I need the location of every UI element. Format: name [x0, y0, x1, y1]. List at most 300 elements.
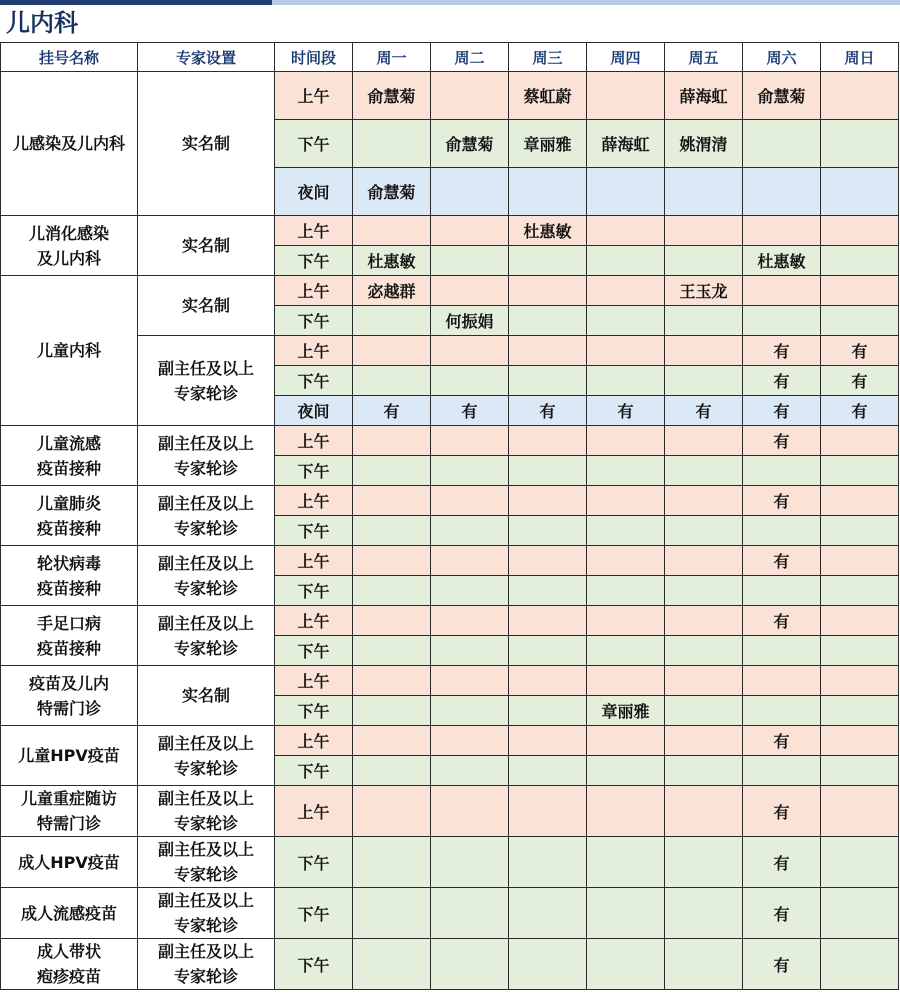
time-slot-cell: 上午: [275, 276, 353, 306]
table-row: [1, 72, 899, 120]
schedule-cell: [821, 516, 899, 546]
schedule-cell: [353, 756, 431, 786]
time-slot-cell: 下午: [275, 366, 353, 396]
schedule-cell: [509, 606, 587, 636]
schedule-cell: [821, 216, 899, 246]
schedule-cell: [821, 756, 899, 786]
expert-setting-line: 专家轮诊: [173, 814, 238, 833]
schedule-cell: [509, 426, 587, 456]
table-row: [1, 939, 899, 990]
schedule-cell: [743, 456, 821, 486]
schedule-cell: [353, 516, 431, 546]
table-row: [1, 786, 899, 837]
department-name-line: 儿童流感: [36, 433, 101, 453]
schedule-cell: [587, 516, 665, 546]
schedule-cell: 有: [587, 396, 665, 426]
schedule-cell: 薛海虹: [665, 72, 743, 120]
schedule-cell: 有: [743, 486, 821, 516]
department-name-line: 特需门诊: [36, 698, 101, 718]
schedule-cell: [665, 168, 743, 216]
schedule-cell: [509, 276, 587, 306]
schedule-cell: [743, 168, 821, 216]
schedule-cell: [431, 516, 509, 546]
time-slot-cell: 下午: [275, 120, 353, 168]
schedule-cell: [587, 426, 665, 456]
title-accent-bar-dark: [0, 0, 272, 5]
schedule-cell: 王玉龙: [665, 276, 743, 306]
department-name-line: 手足口病: [36, 613, 101, 633]
schedule-cell: [821, 606, 899, 636]
department-name: [1, 837, 138, 888]
schedule-cell: [587, 636, 665, 666]
schedule-cell: 蔡虹蔚: [509, 72, 587, 120]
time-slot-cell: 上午: [275, 726, 353, 756]
department-name: [1, 786, 138, 837]
table-header-row: [1, 43, 899, 72]
schedule-cell: [431, 546, 509, 576]
department-name-line: 儿童肺炎: [36, 493, 101, 513]
schedule-cell: [431, 696, 509, 726]
schedule-cell: 俞慧菊: [743, 72, 821, 120]
expert-setting-line: 副主任及以上: [157, 358, 254, 378]
department-name-line: 成人HPV疫苗: [18, 852, 120, 872]
expert-setting-line: 专家轮诊: [173, 578, 238, 598]
table-row: [1, 888, 899, 939]
time-slot-cell: 下午: [275, 696, 353, 726]
schedule-cell: [431, 666, 509, 696]
schedule-cell: [665, 456, 743, 486]
department-name: [1, 426, 138, 486]
schedule-cell: [587, 837, 665, 888]
table-row: [1, 606, 899, 636]
schedule-cell: [509, 546, 587, 576]
schedule-cell: [431, 366, 509, 396]
department-name-line: 特需门诊: [36, 814, 101, 833]
expert-setting-line: 副主任及以上: [157, 433, 254, 453]
expert-setting-line: 副主任及以上: [157, 942, 254, 961]
department-name-line: 疫苗接种: [36, 518, 101, 538]
schedule-cell: [509, 786, 587, 837]
schedule-cell: 有: [509, 396, 587, 426]
time-slot-cell: 下午: [275, 306, 353, 336]
schedule-cell: [353, 837, 431, 888]
schedule-cell: [665, 486, 743, 516]
schedule-cell: [587, 246, 665, 276]
schedule-cell: [353, 120, 431, 168]
expert-setting-line: 副主任及以上: [157, 891, 254, 910]
schedule-cell: [509, 756, 587, 786]
schedule-cell: [587, 939, 665, 990]
schedule-cell: [821, 837, 899, 888]
time-slot-cell: 上午: [275, 426, 353, 456]
schedule-cell: [431, 939, 509, 990]
schedule-cell: 有: [431, 396, 509, 426]
schedule-cell: [821, 636, 899, 666]
time-slot-cell: 上午: [275, 216, 353, 246]
time-slot-cell: 下午: [275, 888, 353, 939]
expert-setting-line: 专家轮诊: [173, 383, 238, 403]
schedule-cell: [353, 576, 431, 606]
schedule-cell: [665, 888, 743, 939]
time-slot-cell: 上午: [275, 606, 353, 636]
schedule-cell: [509, 486, 587, 516]
department-name: [1, 216, 138, 276]
header-saturday: 周六: [743, 43, 821, 72]
schedule-cell: [821, 666, 899, 696]
department-name-line: 成人带状: [36, 942, 101, 961]
schedule-cell: [665, 336, 743, 366]
schedule-cell: [431, 726, 509, 756]
schedule-cell: [353, 726, 431, 756]
expert-setting-line: 副主任及以上: [157, 789, 254, 808]
expert-setting: [138, 336, 275, 426]
schedule-cell: [431, 636, 509, 666]
department-name-line: 疱疹疫苗: [36, 967, 101, 986]
schedule-cell: [665, 939, 743, 990]
schedule-cell: [353, 306, 431, 336]
schedule-cell: [743, 516, 821, 546]
header-wednesday: 周三: [509, 43, 587, 72]
schedule-cell: [587, 786, 665, 837]
schedule-cell: [587, 606, 665, 636]
schedule-cell: [353, 666, 431, 696]
expert-setting: [138, 666, 275, 726]
schedule-cell: [665, 576, 743, 606]
expert-setting-line: 副主任及以上: [157, 613, 254, 633]
expert-setting: [138, 837, 275, 888]
schedule-cell: 俞慧菊: [431, 120, 509, 168]
schedule-cell: [743, 306, 821, 336]
schedule-cell: [665, 216, 743, 246]
schedule-cell: 有: [743, 786, 821, 837]
schedule-cell: [353, 546, 431, 576]
schedule-cell: [431, 276, 509, 306]
schedule-cell: [509, 246, 587, 276]
department-name: [1, 486, 138, 546]
schedule-cell: 有: [743, 336, 821, 366]
schedule-cell: 姚渭清: [665, 120, 743, 168]
time-slot-cell: 下午: [275, 456, 353, 486]
table-row: [1, 546, 899, 576]
expert-setting-line: 副主任及以上: [157, 493, 254, 513]
schedule-cell: [431, 606, 509, 636]
schedule-cell: [509, 888, 587, 939]
department-name-line: 儿童内科: [36, 341, 101, 360]
schedule-cell: [509, 636, 587, 666]
schedule-cell: [665, 516, 743, 546]
schedule-cell: 有: [821, 396, 899, 426]
schedule-cell: 杜惠敏: [509, 216, 587, 246]
schedule-cell: [587, 168, 665, 216]
schedule-cell: [587, 336, 665, 366]
time-slot-cell: 上午: [275, 486, 353, 516]
department-name: [1, 666, 138, 726]
expert-setting: [138, 486, 275, 546]
schedule-cell: [743, 576, 821, 606]
expert-setting-line: 实名制: [181, 134, 230, 153]
expert-setting: [138, 546, 275, 606]
schedule-cell: [821, 120, 899, 168]
schedule-cell: 有: [743, 426, 821, 456]
schedule-cell: 有: [743, 837, 821, 888]
schedule-cell: 有: [743, 939, 821, 990]
schedule-cell: [353, 606, 431, 636]
department-name-line: 成人流感疫苗: [20, 903, 117, 923]
schedule-cell: 有: [743, 606, 821, 636]
table-row: [1, 426, 899, 456]
schedule-cell: [353, 366, 431, 396]
expert-setting: [138, 216, 275, 276]
schedule-cell: 俞慧菊: [353, 168, 431, 216]
schedule-cell: [509, 366, 587, 396]
schedule-cell: [821, 426, 899, 456]
schedule-cell: [353, 786, 431, 837]
expert-setting: [138, 726, 275, 786]
schedule-cell: [665, 246, 743, 276]
schedule-cell: [431, 456, 509, 486]
schedule-cell: [431, 576, 509, 606]
expert-setting-line: 副主任及以上: [157, 840, 254, 859]
schedule-cell: [821, 576, 899, 606]
schedule-cell: [431, 786, 509, 837]
header-expert-setting: 专家设置: [138, 43, 275, 72]
schedule-cell: [821, 246, 899, 276]
schedule-cell: [665, 726, 743, 756]
schedule-cell: [353, 456, 431, 486]
schedule-cell: [587, 666, 665, 696]
department-name-line: 疫苗及儿内: [28, 673, 109, 693]
schedule-cell: 有: [821, 366, 899, 396]
schedule-cell: [431, 426, 509, 456]
schedule-cell: 有: [743, 888, 821, 939]
table-row: [1, 666, 899, 696]
schedule-cell: [665, 696, 743, 726]
time-slot-cell: 夜间: [275, 396, 353, 426]
schedule-cell: [743, 276, 821, 306]
schedule-cell: 薛海虹: [587, 120, 665, 168]
expert-setting: [138, 426, 275, 486]
schedule-cell: [665, 366, 743, 396]
schedule-cell: [353, 888, 431, 939]
table-row: [1, 837, 899, 888]
schedule-cell: [353, 426, 431, 456]
schedule-cell: 杜惠敏: [743, 246, 821, 276]
schedule-cell: [821, 276, 899, 306]
schedule-cell: [821, 306, 899, 336]
expert-setting-line: 专家轮诊: [173, 758, 238, 778]
schedule-cell: [509, 939, 587, 990]
page-title: 儿内科: [6, 9, 78, 37]
expert-setting-line: 副主任及以上: [157, 553, 254, 573]
header-monday: 周一: [353, 43, 431, 72]
department-name: [1, 939, 138, 990]
schedule-cell: [743, 120, 821, 168]
department-name: [1, 72, 138, 216]
header-registration-name: 挂号名称: [1, 43, 138, 72]
schedule-cell: [353, 939, 431, 990]
schedule-cell: [821, 168, 899, 216]
schedule-cell: 章丽雅: [587, 696, 665, 726]
schedule-cell: 杜惠敏: [353, 246, 431, 276]
department-name-line: 疫苗接种: [36, 638, 101, 658]
table-row: [1, 216, 899, 246]
schedule-cell: [431, 486, 509, 516]
time-slot-cell: 下午: [275, 939, 353, 990]
title-accent-bar: [0, 0, 900, 5]
expert-setting: [138, 72, 275, 216]
schedule-cell: 有: [665, 396, 743, 426]
department-name-line: 轮状病毒: [36, 553, 101, 573]
schedule-cell: [509, 168, 587, 216]
schedule-cell: [587, 486, 665, 516]
schedule-cell: [665, 546, 743, 576]
schedule-cell: [587, 456, 665, 486]
schedule-cell: [665, 666, 743, 696]
time-slot-cell: 下午: [275, 837, 353, 888]
expert-setting-line: 专家轮诊: [173, 458, 238, 478]
schedule-cell: 有: [353, 396, 431, 426]
schedule-cell: [665, 606, 743, 636]
schedule-cell: 有: [743, 366, 821, 396]
schedule-cell: [509, 306, 587, 336]
time-slot-cell: 上午: [275, 786, 353, 837]
time-slot-cell: 夜间: [275, 168, 353, 216]
schedule-cell: [587, 366, 665, 396]
schedule-cell: [821, 696, 899, 726]
schedule-cell: [665, 306, 743, 336]
department-name-line: 疫苗接种: [36, 458, 101, 478]
expert-setting-line: 专家轮诊: [173, 518, 238, 538]
schedule-cell: [821, 726, 899, 756]
schedule-cell: [431, 216, 509, 246]
schedule-cell: [509, 837, 587, 888]
header-sunday: 周日: [821, 43, 899, 72]
schedule-cell: [587, 216, 665, 246]
schedule-cell: [431, 756, 509, 786]
expert-setting-line: 副主任及以上: [157, 733, 254, 753]
schedule-cell: [665, 636, 743, 666]
schedule-cell: [821, 486, 899, 516]
schedule-cell: [587, 72, 665, 120]
schedule-cell: 宓越群: [353, 276, 431, 306]
expert-setting-line: 实名制: [181, 236, 230, 255]
schedule-cell: [587, 576, 665, 606]
department-name: [1, 606, 138, 666]
schedule-cell: [665, 837, 743, 888]
department-name-line: 儿消化感染: [28, 223, 109, 243]
schedule-cell: 有: [821, 336, 899, 366]
schedule-cell: [431, 336, 509, 366]
time-slot-cell: 上午: [275, 666, 353, 696]
schedule-body: [1, 72, 899, 990]
schedule-cell: [821, 786, 899, 837]
schedule-cell: [743, 636, 821, 666]
header-time-slot: 时间段: [275, 43, 353, 72]
schedule-cell: [665, 426, 743, 456]
expert-setting: [138, 606, 275, 666]
schedule-cell: [665, 786, 743, 837]
schedule-cell: [821, 72, 899, 120]
time-slot-cell: 上午: [275, 546, 353, 576]
schedule-cell: [821, 546, 899, 576]
schedule-cell: [743, 666, 821, 696]
time-slot-cell: 下午: [275, 576, 353, 606]
schedule-cell: [587, 726, 665, 756]
expert-setting-line: 专家轮诊: [173, 916, 238, 935]
department-name-line: 及儿内科: [36, 248, 101, 268]
table-row: [1, 276, 899, 306]
department-name: [1, 546, 138, 606]
department-name-line: 疫苗接种: [36, 578, 101, 598]
schedule-cell: [353, 696, 431, 726]
table-row: [1, 486, 899, 516]
time-slot-cell: 下午: [275, 246, 353, 276]
schedule-cell: [353, 636, 431, 666]
expert-setting-line: 专家轮诊: [173, 967, 238, 986]
schedule-cell: [509, 666, 587, 696]
expert-setting: [138, 888, 275, 939]
time-slot-cell: 下午: [275, 636, 353, 666]
schedule-cell: [353, 336, 431, 366]
schedule-cell: [509, 696, 587, 726]
schedule-cell: 何振娟: [431, 306, 509, 336]
schedule-cell: [353, 486, 431, 516]
expert-setting-line: 专家轮诊: [173, 865, 238, 884]
schedule-cell: [587, 306, 665, 336]
schedule-cell: 有: [743, 726, 821, 756]
schedule-cell: 章丽雅: [509, 120, 587, 168]
schedule-cell: [509, 516, 587, 546]
department-name-line: 儿童HPV疫苗: [18, 746, 120, 765]
schedule-cell: [821, 939, 899, 990]
schedule-cell: [665, 756, 743, 786]
schedule-cell: [587, 276, 665, 306]
header-friday: 周五: [665, 43, 743, 72]
time-slot-cell: 上午: [275, 72, 353, 120]
schedule-cell: [509, 456, 587, 486]
department-name-line: 儿童重症随访: [20, 789, 117, 808]
time-slot-cell: 上午: [275, 336, 353, 366]
schedule-table: [0, 42, 899, 990]
expert-setting-line: 实名制: [181, 686, 230, 705]
schedule-cell: [821, 456, 899, 486]
schedule-cell: [587, 888, 665, 939]
header-thursday: 周四: [587, 43, 665, 72]
schedule-cell: [431, 246, 509, 276]
time-slot-cell: 下午: [275, 756, 353, 786]
department-name: [1, 888, 138, 939]
schedule-cell: [431, 72, 509, 120]
expert-setting-line: 实名制: [181, 296, 230, 315]
schedule-cell: [743, 216, 821, 246]
schedule-cell: [431, 888, 509, 939]
schedule-cell: [743, 696, 821, 726]
time-slot-cell: 下午: [275, 516, 353, 546]
schedule-cell: [431, 837, 509, 888]
table-row: [1, 726, 899, 756]
department-name: [1, 276, 138, 426]
schedule-cell: 有: [743, 546, 821, 576]
header-tuesday: 周二: [431, 43, 509, 72]
schedule-cell: [821, 888, 899, 939]
schedule-cell: [743, 756, 821, 786]
department-name: [1, 726, 138, 786]
schedule-cell: [509, 576, 587, 606]
schedule-cell: [587, 546, 665, 576]
expert-setting-line: 专家轮诊: [173, 638, 238, 658]
schedule-cell: [431, 168, 509, 216]
schedule-cell: [509, 726, 587, 756]
